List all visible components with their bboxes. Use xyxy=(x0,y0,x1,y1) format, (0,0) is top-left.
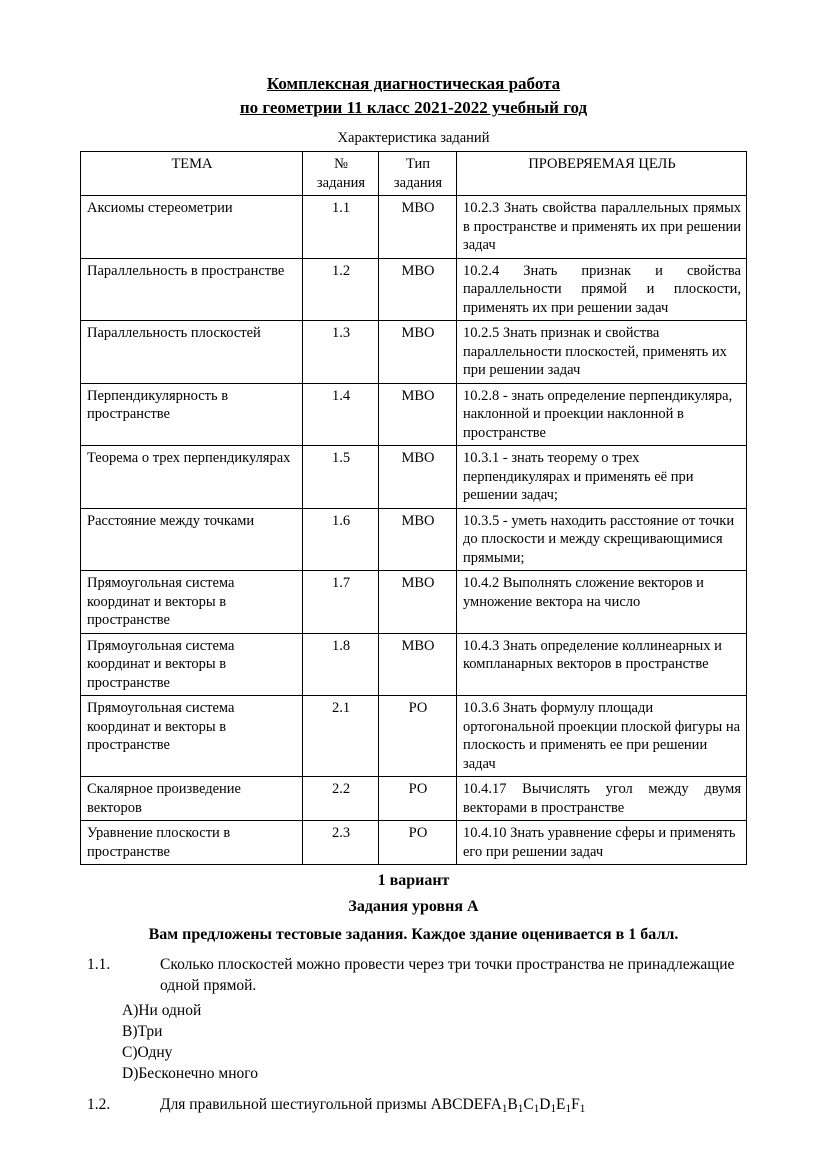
header-task-number-line1: № xyxy=(334,156,348,172)
cell-goal: 10.2.3 Знать свойства параллельных прямых в пространстве и применять их при решении задач xyxy=(457,196,747,259)
cell-goal: 10.2.8 - знать определение перпендикуляра, наклонной и проекции наклонной в пространстве xyxy=(457,383,747,446)
cell-theme: Теорема о трех перпендикулярах xyxy=(81,446,303,509)
task-text-d: D xyxy=(539,1096,551,1113)
cell-number: 1.5 xyxy=(303,446,379,509)
table-row xyxy=(81,258,747,321)
cell-theme: Прямоугольная система координат и векторы в пространстве xyxy=(81,571,303,634)
cell-number: 1.4 xyxy=(303,383,379,446)
title-line-1: Комплексная диагностическая работа xyxy=(266,74,561,93)
cell-type: РО xyxy=(379,696,457,777)
header-task-number-line2: задания xyxy=(316,174,366,191)
cell-theme: Параллельность плоскостей xyxy=(81,321,303,384)
cell-goal: 10.4.2 Выполнять сложение векторов и умножение вектора на число xyxy=(457,571,747,634)
option-c[interactable]: C)Одну xyxy=(122,1044,173,1061)
table-row xyxy=(81,696,747,777)
sub-1: 1 xyxy=(501,1102,508,1115)
cell-theme: Перпендикулярность в пространстве xyxy=(81,383,303,446)
level-heading: Задания уровня А xyxy=(348,898,479,915)
sub-3: 1 xyxy=(533,1102,540,1115)
cell-goal: 10.3.5 - уметь находить расстояние от точки до плоскости и между скрещивающимися прямыми; xyxy=(457,508,747,571)
cell-type: МВО xyxy=(379,633,457,696)
cell-number: 1.7 xyxy=(303,571,379,634)
header-task-type xyxy=(379,152,457,196)
table-row xyxy=(81,571,747,634)
header-task-number xyxy=(303,152,379,196)
task-number: 1.1. xyxy=(87,956,111,973)
table-row xyxy=(81,321,747,384)
cell-number: 2.3 xyxy=(303,821,379,865)
cell-type: МВО xyxy=(379,196,457,259)
sub-2: 1 xyxy=(517,1102,524,1115)
cell-goal: 10.4.3 Знать определение коллинеарных и компланарных векторов в пространстве xyxy=(457,633,747,696)
cell-goal: 10.2.4 Знать признак и свойства параллельности прямой и плоскости, применять их при решении задач xyxy=(457,258,747,321)
sub-5: 1 xyxy=(565,1102,572,1115)
option-d[interactable]: D)Бесконечно много xyxy=(122,1065,258,1082)
variant-heading: 1 вариант xyxy=(377,872,450,889)
task-text-f: F xyxy=(571,1096,580,1113)
table-row xyxy=(81,633,747,696)
cell-type: МВО xyxy=(379,258,457,321)
table-caption: Характеристика заданий xyxy=(337,130,490,146)
task-text-main: Для правильной шестиугольной призмы ABCDEFA xyxy=(160,1096,502,1113)
task-text-b: B xyxy=(507,1096,518,1113)
option-b[interactable]: B)Три xyxy=(122,1023,163,1040)
table-header-row xyxy=(81,152,747,196)
cell-type: МВО xyxy=(379,383,457,446)
task-text: Сколько плоскостей можно провести через три точки пространства не принадлежащие одной прямой. xyxy=(160,956,735,994)
cell-type: РО xyxy=(379,777,457,821)
header-task-type-line2: задания xyxy=(393,174,443,191)
cell-number: 1.8 xyxy=(303,633,379,696)
cell-theme: Прямоугольная система координат и векторы в пространстве xyxy=(81,696,303,777)
table-row xyxy=(81,777,747,821)
table-row xyxy=(81,446,747,509)
specification-table xyxy=(80,151,747,865)
table-row xyxy=(81,383,747,446)
sub-6: 1 xyxy=(579,1102,586,1115)
cell-theme: Параллельность в пространстве xyxy=(81,258,303,321)
cell-type: МВО xyxy=(379,508,457,571)
cell-number: 2.2 xyxy=(303,777,379,821)
cell-number: 1.2 xyxy=(303,258,379,321)
cell-goal: 10.3.6 Знать формулу площади ортогональной проекции плоской фигуры на плоскость и применять ее при решении задач xyxy=(457,696,747,777)
cell-number: 1.6 xyxy=(303,508,379,571)
cell-type: РО xyxy=(379,821,457,865)
option-a[interactable]: A)Ни одной xyxy=(122,1002,202,1019)
cell-theme: Расстояние между точками xyxy=(81,508,303,571)
table-row xyxy=(81,508,747,571)
task-text xyxy=(160,1094,775,1117)
header-theme: ТЕМА xyxy=(81,152,303,196)
instruction-text: Вам предложены тестовые задания. Каждое здание оценивается в 1 балл. xyxy=(148,926,679,943)
task-item xyxy=(52,1094,775,1117)
cell-number: 1.3 xyxy=(303,321,379,384)
title-line-2: по геометрии 11 класс 2021-2022 учебный год xyxy=(239,98,588,117)
page-title xyxy=(52,72,775,120)
cell-number: 2.1 xyxy=(303,696,379,777)
cell-theme: Скалярное произведение векторов xyxy=(81,777,303,821)
cell-goal: 10.4.17 Вычислять угол между двумя векторами в пространстве xyxy=(457,777,747,821)
task-item xyxy=(52,954,775,996)
task-options xyxy=(52,1000,775,1084)
cell-type: МВО xyxy=(379,321,457,384)
cell-goal: 10.4.10 Знать уравнение сферы и применять его при решении задач xyxy=(457,821,747,865)
cell-goal: 10.2.5 Знать признак и свойства параллельности плоскостей, применять их при решении задач xyxy=(457,321,747,384)
table-row xyxy=(81,821,747,865)
task-text-e: E xyxy=(556,1096,566,1113)
cell-number: 1.1 xyxy=(303,196,379,259)
table-row xyxy=(81,196,747,259)
task-number: 1.2. xyxy=(87,1096,111,1113)
header-task-type-line1: Тип xyxy=(405,156,430,172)
sub-4: 1 xyxy=(550,1102,557,1115)
cell-theme: Аксиомы стереометрии xyxy=(81,196,303,259)
task-text-c: C xyxy=(523,1096,534,1113)
cell-theme: Прямоугольная система координат и векторы в пространстве xyxy=(81,633,303,696)
header-goal: ПРОВЕРЯЕМАЯ ЦЕЛЬ xyxy=(457,152,747,196)
cell-goal: 10.3.1 - знать теорему о трех перпендикулярах и применять её при решении задач; xyxy=(457,446,747,509)
cell-type: МВО xyxy=(379,446,457,509)
cell-theme: Уравнение плоскости в пространстве xyxy=(81,821,303,865)
cell-type: МВО xyxy=(379,571,457,634)
